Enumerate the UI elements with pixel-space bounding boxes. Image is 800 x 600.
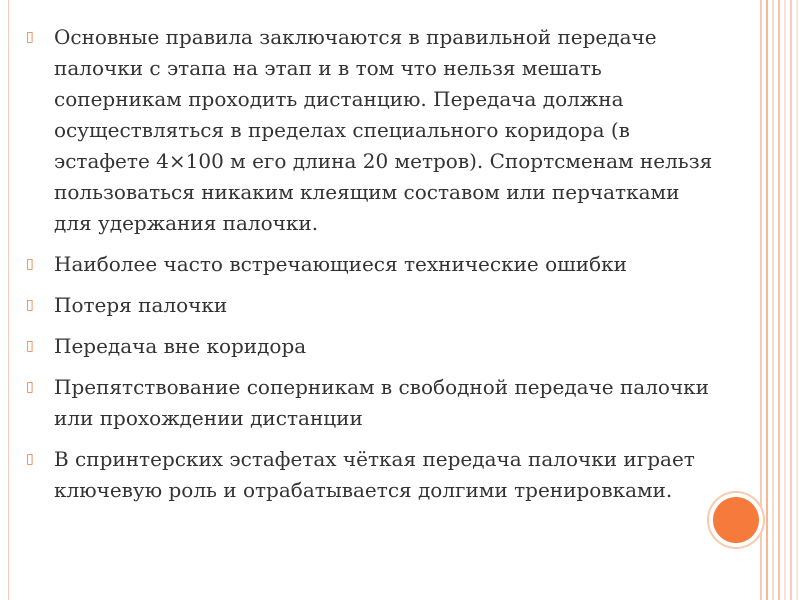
list-item-text: В спринтерских эстафетах чёткая передача палочки играет ключевую роль и отрабатывается долгими тренировками.	[54, 447, 695, 502]
bullet-icon: ▯	[26, 256, 34, 272]
border-stripe	[784, 0, 786, 600]
border-stripe	[760, 0, 762, 600]
border-stripe	[790, 0, 792, 600]
border-stripe	[796, 0, 798, 600]
bullet-icon: ▯	[26, 29, 34, 45]
list-item	[26, 331, 716, 362]
bullet-icon: ▯	[26, 338, 34, 354]
list-item	[26, 444, 716, 506]
bullet-icon: ▯	[26, 379, 34, 395]
border-stripe	[772, 0, 774, 600]
list-item-text: Наиболее часто встречающиеся технические ошибки	[54, 252, 627, 276]
list-item	[26, 372, 716, 434]
list-item	[26, 249, 716, 280]
border-stripe	[766, 0, 768, 600]
list-item-text: Основные правила заключаются в правильной передаче палочки с этапа на этап и в том что нельзя мешать соперникам проходить дистанцию. Передача должна осуществляться в пределах специального коридора (в эстафете 4×100 м его длина 20 метров). Спортсменам нельзя пользоваться никаким клеящим составом или перчатками для удержания палочки.	[54, 25, 713, 235]
list-item	[26, 22, 716, 239]
list-item-text: Препятствование соперникам в свободной передаче палочки или прохождении дистанции	[54, 375, 709, 430]
list-item-text: Потеря палочки	[54, 293, 228, 317]
list-item	[26, 290, 716, 321]
decorative-circle-icon	[713, 497, 759, 543]
bullet-icon: ▯	[26, 297, 34, 313]
right-decorative-border	[758, 0, 800, 600]
bullet-icon: ▯	[26, 451, 34, 467]
left-border-line	[8, 0, 9, 600]
bullet-list	[26, 22, 716, 516]
border-stripe	[778, 0, 780, 600]
list-item-text: Передача вне коридора	[54, 334, 307, 358]
